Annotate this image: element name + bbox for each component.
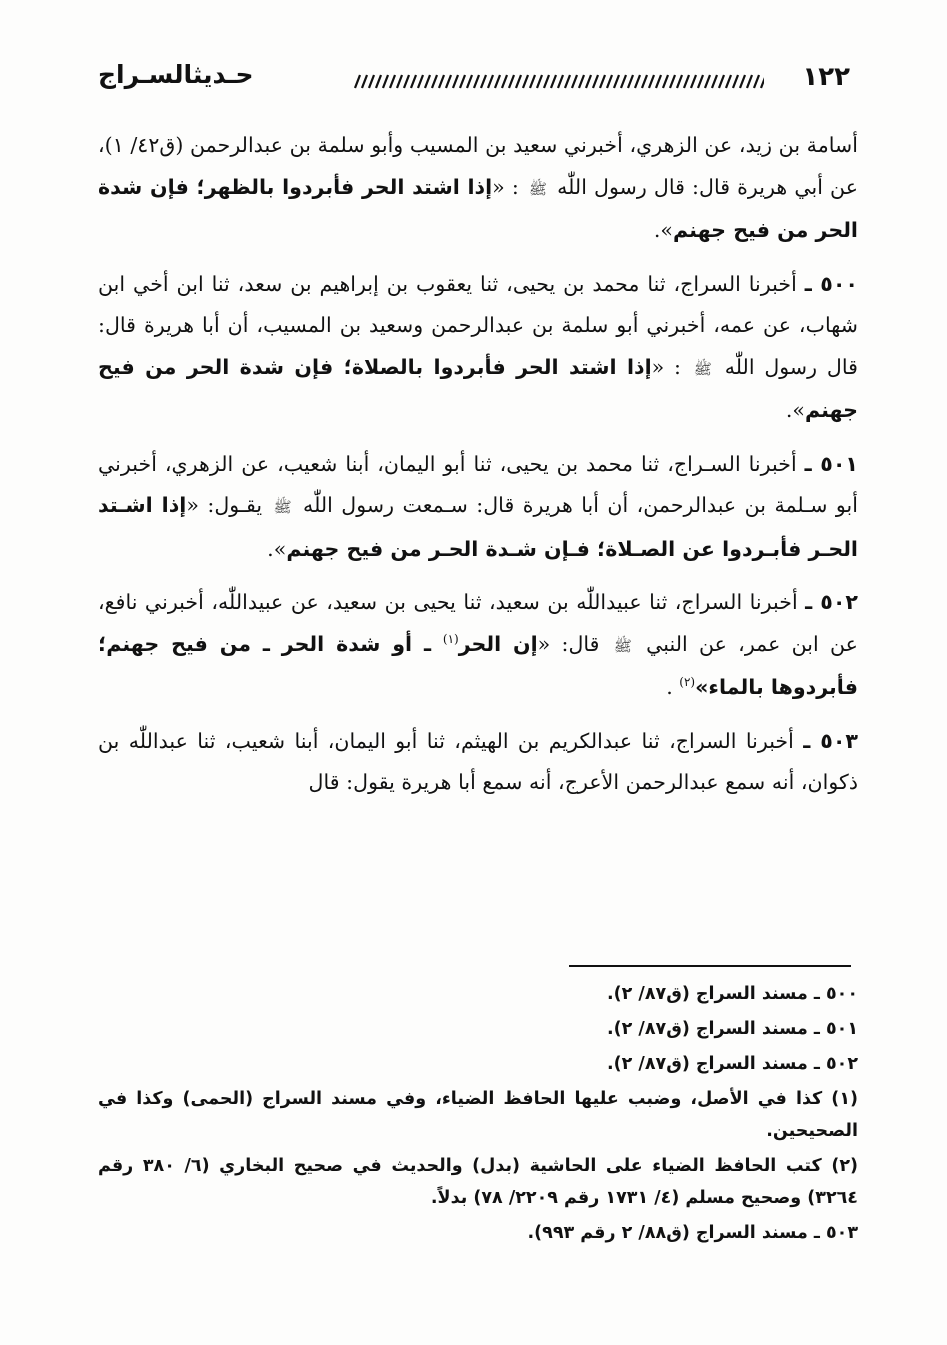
- footnote-line: (١) كذا في الأصل، وضبب عليها الحافظ الضياء، وفي مسند السراج (الحمى) وكذا في الصحيحين.: [98, 1089, 858, 1141]
- hadith-500: [98, 264, 858, 432]
- header-hatched-rule: [354, 72, 764, 90]
- footnote-line: ٥٠٢ ـ مسند السراج (ق٨٧/ ٢).: [606, 1054, 858, 1074]
- hadith-matn: إن الحر: [458, 631, 538, 656]
- hadith-number: ٥٠٠ ـ: [804, 271, 858, 296]
- text-end: ».: [785, 398, 805, 422]
- footnotes: [98, 978, 858, 1252]
- footnote-line: ٥٠٣ ـ مسند السراج (ق٨٨/ ٢ رقم ٩٩٣).: [527, 1223, 858, 1243]
- hadith-number: ٥٠٢ ـ: [805, 590, 858, 614]
- footnote-separator: [569, 965, 851, 967]
- hadith-503: [98, 721, 858, 804]
- isnad-text: أخبرنا السـراج، ثنا محمد بن يحيى، ثنا أبو اليمان، أبنا شعيب، عن الزهري، أخبرني أبو سـلمة بن عبدالرحمن، أن أبا هريرة قال: سـمعت رسول اللّٰه: [98, 451, 858, 517]
- page-header: [96, 58, 852, 102]
- salutation-glyph: ﷺ: [273, 498, 292, 516]
- footnote-marker-1: (١): [442, 631, 459, 646]
- salutation-glyph: ﷺ: [613, 636, 632, 655]
- footnote-line: ٥٠٠ ـ مسند السراج (ق٨٧/ ٢).: [606, 984, 858, 1004]
- hadith-number: ٥٠٣ ـ: [803, 728, 858, 753]
- text-connector: : «: [492, 174, 526, 199]
- hadith-number: ٥٠١ ـ: [804, 451, 858, 476]
- hadith-502: [98, 582, 858, 709]
- text-end: ».: [653, 218, 674, 242]
- salutation-glyph: ﷺ: [693, 359, 712, 378]
- quote-close: »: [695, 675, 709, 699]
- text-connector: : «: [651, 354, 691, 379]
- main-text: [98, 125, 858, 816]
- hadith-matn: إذا اشتد الحر فأبردوا بالظهر؛ فإن شدة الحر من فيح جهنم: [98, 174, 858, 242]
- hadith-matn: إذا اشتد الحر فأبردوا بالصلاة؛ فإن شدة الحر من فيح جهنم: [98, 354, 858, 422]
- text-end: ».: [267, 536, 287, 561]
- running-title: حـديثالسـراج: [98, 60, 254, 89]
- hadith-matn-cont: ـ أو شدة الحر ـ من فيح جهنم؛ فأبردوها بالماء: [98, 631, 858, 699]
- page-number: ١٢٢: [802, 62, 850, 92]
- text-end: .: [666, 675, 680, 699]
- footnote-marker-2: (٢): [679, 675, 696, 690]
- isnad-text: أخبرنا السراج، ثنا محمد بن يحيى، ثنا يعقوب بن إبراهيم بن سعد، ثنا ابن أخي ابن شهاب، عن عمه، أخبرني أبو سلمة بن عبدالرحمن وسعيد بن المسيب، أن أبا هريرة قال: قال رسول اللّٰه: [98, 271, 858, 379]
- footnote-line: (٢) كتب الحافظ الضياء على الحاشية (بدل) والحديث في صحيح البخاري (٦/ ٣٨٠ رقم ٣٢٦٤) وصحيح مسلم (٤/ ١٧٣١ رقم ٢٢٠٩/ ٧٨) بدلاً.: [98, 1156, 859, 1208]
- footnote-line: ٥٠١ ـ مسند السراج (ق٨٧/ ٢).: [606, 1019, 858, 1039]
- salutation-glyph: ﷺ: [528, 179, 547, 198]
- hadith-501: [98, 444, 858, 571]
- paragraph-continuation: [98, 125, 858, 252]
- text-connector: قال: «: [537, 631, 611, 656]
- isnad-text: أخبرنا السراج، ثنا عبدالكريم بن الهيثم، ثنا أبو اليمان، أبنا شعيب، ثنا عبداللّٰه بن ذكوان، أنه سمع عبدالرحمن الأعرج، أنه سمع أبا هريرة يقول: قال: [98, 728, 858, 794]
- isnad-text: أخبرنا السراج، ثنا عبيداللّٰه بن سعيد، ثنا يحيى بن سعيد، عن عبيداللّٰه، أخبرني نافع، عن ابن عمر، عن النبي: [98, 590, 858, 656]
- text-connector: يقـول: «: [186, 493, 271, 517]
- isnad-text: أسامة بن زيد، عن الزهري، أخبرني سعيد بن المسيب وأبو سلمة بن عبدالرحمن (ق٤٢/ ١)، عن أبي هريرة قال: قال رسول اللّٰه: [98, 133, 858, 199]
- hadith-matn: إذا اشـتد الحـر فأبـردوا عن الصـلاة؛ فـإن شـدة الحـر من فيح جهنم: [98, 493, 858, 561]
